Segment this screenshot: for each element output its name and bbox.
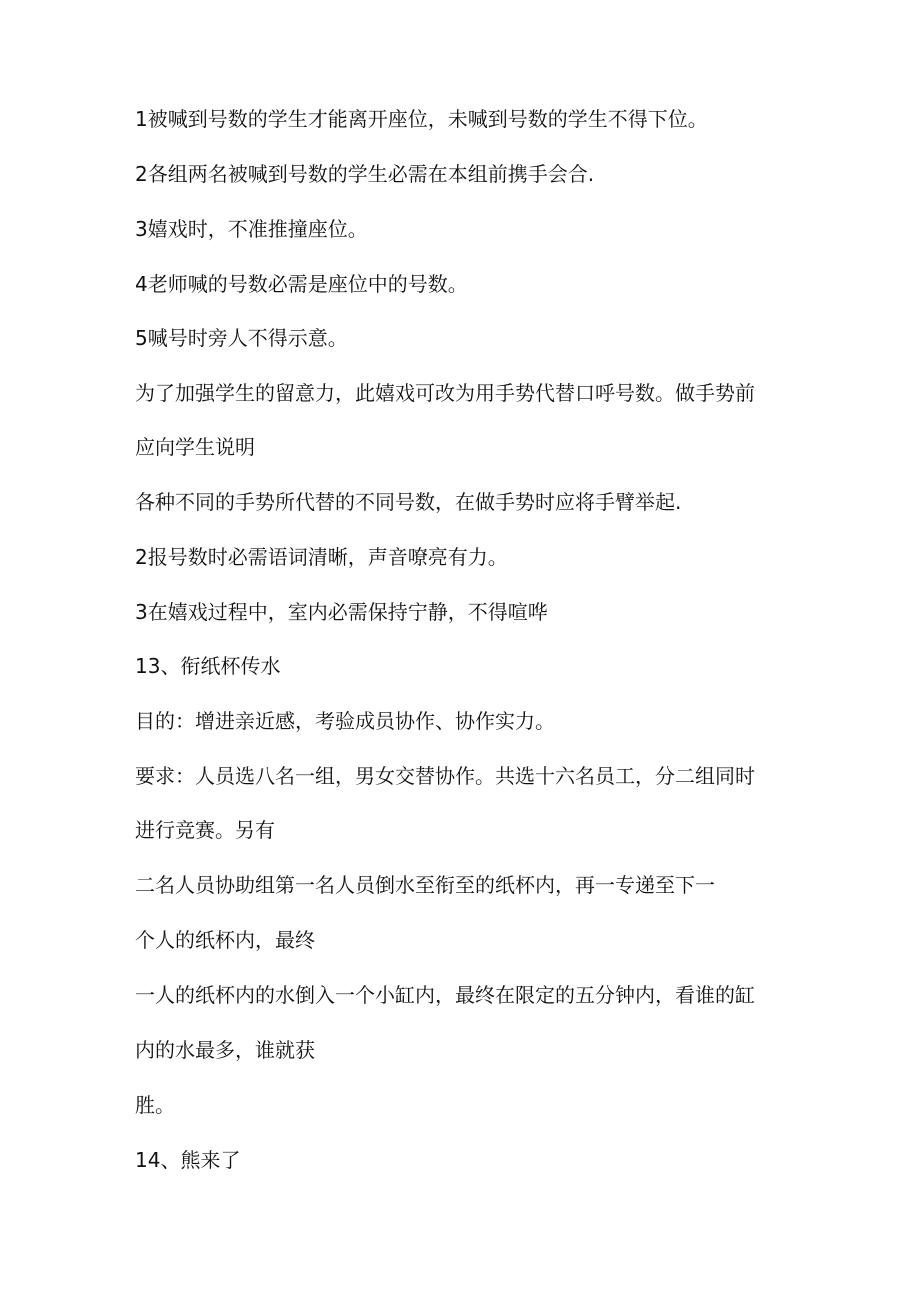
text-line: 各种不同的手势所代替的不同号数，在做手势时应将手臂举起. bbox=[135, 490, 682, 514]
text-line: 为了加强学生的留意力，此嬉戏可改为用手势代替口呼号数。做手势前 bbox=[135, 381, 755, 405]
text-line: 1被喊到号数的学生才能离开座位，未喊到号数的学生不得下位。 bbox=[135, 107, 708, 131]
text-line: 目的：增进亲近感，考验成员协作、协作实力。 bbox=[135, 709, 555, 733]
section-heading: 13、衔纸杯传水 bbox=[135, 654, 281, 678]
text-line: 要求：人员选八名一组，男女交替协作。共选十六名员工，分二组同时 bbox=[135, 764, 755, 788]
text-line: 胜。 bbox=[135, 1093, 175, 1117]
text-line: 4老师喊的号数必需是座位中的号数。 bbox=[135, 272, 468, 296]
text-line: 3嬉戏时，不准推撞座位。 bbox=[135, 217, 368, 241]
text-line: 5喊号时旁人不得示意。 bbox=[135, 326, 348, 350]
section-heading: 14、熊来了 bbox=[135, 1148, 241, 1172]
text-line: 3在嬉戏过程中，室内必需保持宁静，不得喧哗 bbox=[135, 600, 548, 624]
text-line: 一人的纸杯内的水倒入一个小缸内，最终在限定的五分钟内，看谁的缸 bbox=[135, 983, 755, 1007]
text-line: 个人的纸杯内，最终 bbox=[135, 928, 315, 952]
text-line: 二名人员协助组第一名人员倒水至衔至的纸杯内，再一专递至下一 bbox=[135, 873, 715, 897]
text-line: 2各组两名被喊到号数的学生必需在本组前携手会合. bbox=[135, 162, 595, 186]
text-line: 应向学生说明 bbox=[135, 435, 255, 459]
text-line: 2报号数时必需语词清晰，声音嘹亮有力。 bbox=[135, 545, 508, 569]
text-line: 内的水最多，谁就获 bbox=[135, 1038, 315, 1062]
text-line: 进行竞赛。另有 bbox=[135, 818, 275, 842]
